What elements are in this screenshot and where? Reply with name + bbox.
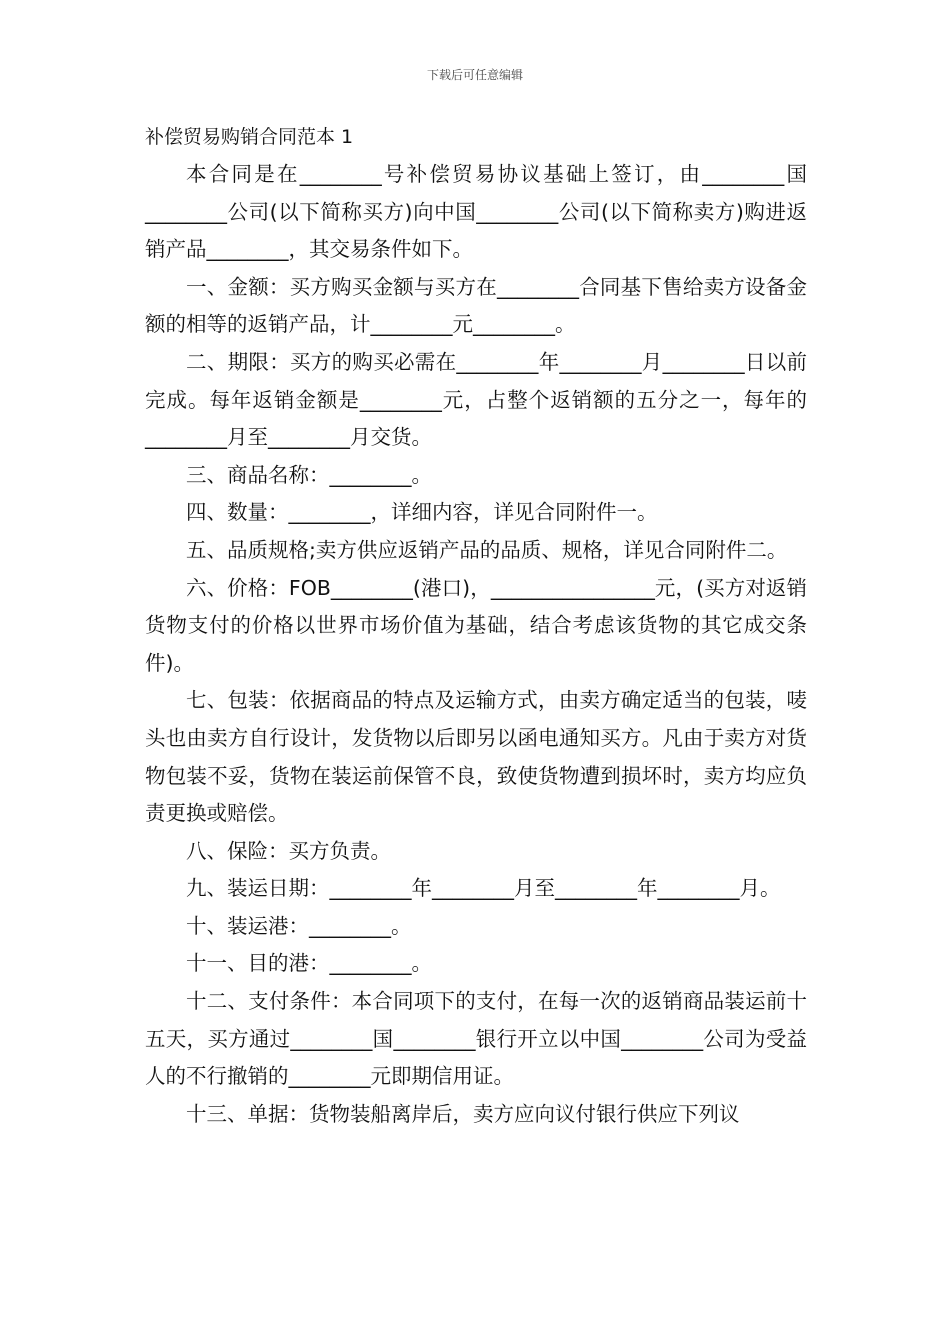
- paragraph-documents: 十三、单据：货物装船离岸后，卖方应向议付银行供应下列议: [186, 1101, 740, 1126]
- page-header: 下载后可任意编辑: [426, 68, 523, 82]
- paragraph-intro: 本合同是在________号补偿贸易协议基础上签订，由________国________公司(以下简称买方)向中国________公司(以下简称卖方)购进返销产品________，其交易条件如下。: [145, 162, 807, 262]
- paragraph-shipment-date: 九、装运日期：________年________月至________年________月。: [186, 876, 781, 901]
- paragraph-product-name: 三、商品名称：________。: [186, 462, 432, 487]
- paragraph-loading-port: 十、装运港：________。: [186, 913, 412, 938]
- paragraph-payment: 十二、支付条件：本合同项下的支付，在每一次的返销商品装运前十五天，买方通过________国________银行开立以中国________公司为受益人的不行撤销的________元即期信用证。: [145, 989, 807, 1089]
- document-title: 补偿贸易购销合同范本 1: [145, 126, 354, 148]
- paragraph-insurance: 八、保险：买方负责。: [186, 838, 391, 863]
- paragraph-quality: 五、品质规格;卖方供应返销产品的品质、规格，详见合同附件二。: [186, 537, 788, 562]
- paragraph-destination-port: 十一、目的港：________。: [186, 951, 432, 976]
- paragraph-term: 二、期限：买方的购买必需在________年________月________日以前完成。每年返销金额是________元，占整个返销额的五分之一，每年的________月至________月交货。: [145, 349, 807, 450]
- paragraph-amount: 一、金额：买方购买金额与买方在________合同基下售给卖方设备金额的相等的返销产品，计________元________。: [145, 274, 807, 337]
- document-body: [145, 118, 807, 1133]
- paragraph-price: 六、价格：FOB________(港口)，________________元，(买方对返销货物支付的价格以世界市场价值为基础，结合考虑该货物的其它成交条件)。: [145, 575, 807, 675]
- paragraph-packing: 七、包装：依据商品的特点及运输方式，由卖方确定适当的包装，唛头也由卖方自行设计，发货物以后即另以函电通知买方。凡由于卖方对货物包装不妥，货物在装运前保管不良，致使货物遭到损坏时，卖方均应负责更换或赔偿。: [145, 688, 807, 826]
- paragraph-quantity: 四、数量：________，详细内容，详见合同附件一。: [186, 500, 658, 525]
